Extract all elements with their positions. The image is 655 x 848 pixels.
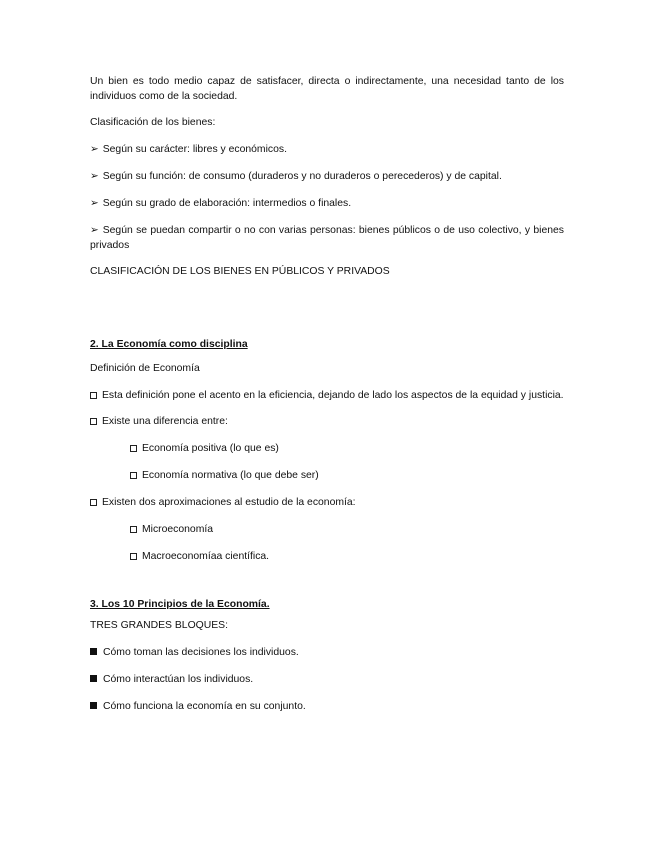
square-bullet-item bbox=[90, 672, 564, 687]
square-bullet-text: Cómo funciona la economía en su conjunto. bbox=[103, 701, 306, 712]
section3-heading: 3. Los 10 Principios de la Economía. bbox=[90, 599, 270, 610]
checkbox-bullet-text: Existen dos aproximaciones al estudio de la economía: bbox=[102, 497, 356, 508]
checkbox-bullet-icon bbox=[130, 472, 137, 479]
classification-item-text: Según su función: de consumo (duraderos y no duraderos o perecederos) y de capital. bbox=[102, 171, 502, 182]
square-bullet-icon bbox=[90, 702, 97, 709]
checkbox-bullet-item bbox=[90, 495, 564, 510]
square-bullet-item bbox=[90, 699, 564, 714]
checkbox-bullet-item bbox=[90, 388, 564, 403]
classification-item bbox=[90, 196, 564, 211]
square-bullet-text: Cómo toman las decisiones los individuos. bbox=[103, 647, 299, 658]
checkbox-bullet-icon bbox=[130, 526, 137, 533]
checkbox-bullet-text: Esta definición pone el acento en la eficiencia, dejando de lado los aspectos de la equidad y justicia. bbox=[102, 390, 564, 401]
classification-caps-line: CLASIFICACIÓN DE LOS BIENES EN PÚBLICOS Y PRIVADOS bbox=[90, 266, 390, 277]
checkbox-bullet-icon bbox=[130, 445, 137, 452]
classification-item-text: Según su grado de elaboración: intermedios o finales. bbox=[102, 198, 352, 209]
checkbox-bullet-icon bbox=[130, 553, 137, 560]
document-page bbox=[90, 74, 564, 714]
square-bullet-item bbox=[90, 645, 564, 660]
arrow-bullet-icon: ➢ bbox=[90, 144, 99, 155]
section2-heading: 2. La Economía como disciplina bbox=[90, 339, 248, 350]
square-bullet-icon bbox=[90, 648, 97, 655]
checkbox-sub-item bbox=[90, 468, 564, 483]
checkbox-sub-item bbox=[90, 549, 564, 564]
checkbox-sub-text: Economía normativa (lo que debe ser) bbox=[142, 470, 319, 481]
checkbox-sub-text: Macroeconomíaa científica. bbox=[142, 551, 270, 562]
checkbox-sub-item bbox=[90, 522, 564, 537]
checkbox-bullet-text: Existe una diferencia entre: bbox=[102, 416, 228, 427]
checkbox-sub-text: Microeconomía bbox=[142, 524, 214, 535]
checkbox-bullet-item bbox=[90, 414, 564, 429]
checkbox-sub-item bbox=[90, 441, 564, 456]
goods-definition: Un bien es todo medio capaz de satisfacer, directa o indirectamente, una necesidad tanto de los individuos como de la sociedad. bbox=[90, 76, 564, 102]
classification-title: Clasificación de los bienes: bbox=[90, 117, 216, 128]
checkbox-sub-text: Economía positiva (lo que es) bbox=[142, 443, 279, 454]
section3-subtitle: TRES GRANDES BLOQUES: bbox=[90, 620, 228, 631]
arrow-bullet-icon: ➢ bbox=[90, 171, 99, 182]
checkbox-bullet-icon bbox=[90, 392, 97, 399]
classification-item bbox=[90, 142, 564, 157]
square-bullet-icon bbox=[90, 675, 97, 682]
arrow-bullet-icon: ➢ bbox=[90, 225, 99, 236]
classification-item-text: Según se puedan compartir o no con varias personas: bienes públicos o de uso colectivo, y bienes privados bbox=[90, 225, 564, 251]
arrow-bullet-icon: ➢ bbox=[90, 198, 99, 209]
classification-item bbox=[90, 169, 564, 184]
checkbox-bullet-icon bbox=[90, 499, 97, 506]
classification-item bbox=[90, 223, 564, 253]
square-bullet-text: Cómo interactúan los individuos. bbox=[103, 674, 254, 685]
checkbox-bullet-icon bbox=[90, 418, 97, 425]
section2-subtitle: Definición de Economía bbox=[90, 363, 200, 374]
classification-item-text: Según su carácter: libres y económicos. bbox=[102, 144, 287, 155]
